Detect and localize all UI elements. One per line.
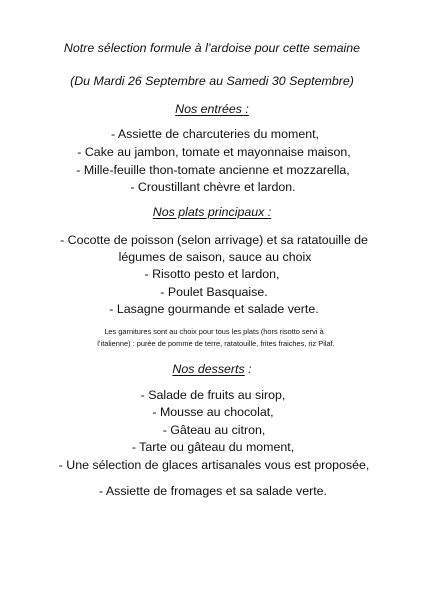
date-range: (Du Mardi 26 Septembre au Samedi 30 Septembre) <box>70 74 354 88</box>
desserts-heading: Nos desserts <box>172 362 245 376</box>
plat-item-1-continued: légumes de saison, sauce au choix <box>118 250 312 264</box>
entree-item-2: - Cake au jambon, tomate et mayonnaise maison, <box>77 145 351 159</box>
entree-item-4: - Croustillant chèvre et lardon. <box>130 180 296 194</box>
entree-item-1: - Assiette de charcuteries du moment, <box>111 127 319 141</box>
plat-item-4: - Lasagne gourmande et salade verte. <box>109 302 319 316</box>
dessert-item-2: - Mousse au chocolat, <box>152 405 274 419</box>
dessert-item-6: - Assiette de fromages et sa salade verte. <box>99 484 327 498</box>
garniture-note-line-1: Les garnitures sont au choix pour tous les plats (hors risotto servi à <box>104 327 324 336</box>
desserts-heading-colon: : <box>244 362 252 376</box>
dessert-item-3: - Gâteau au citron, <box>162 423 266 437</box>
intro-text: Notre sélection formule à l’ardoise pour cette semaine <box>63 41 361 55</box>
plat-item-3: - Poulet Basquaise. <box>160 285 268 299</box>
dessert-item-5: - Une sélection de glaces artisanales vous est proposée, <box>58 458 370 472</box>
desserts-heading-row <box>0 361 424 377</box>
plat-item-2: - Risotto pesto et lardon, <box>144 267 280 281</box>
dessert-item-1: - Salade de fruits au sirop, <box>140 388 286 402</box>
dessert-item-4: - Tarte ou gâteau du moment, <box>131 440 295 454</box>
plats-heading: Nos plats principaux : <box>152 205 272 219</box>
entree-item-3: - Mille-feuille thon-tomate ancienne et mozzarella, <box>76 163 350 177</box>
plat-item-1: - Cocotte de poisson (selon arrivage) et sa ratatouille de <box>60 233 368 247</box>
garniture-note-line-2: l’italienne) : purée de pomme de terre, ratatouille, frites fraiches, riz Pilaf. <box>97 339 335 348</box>
entrees-heading: Nos entrées : <box>175 102 249 116</box>
